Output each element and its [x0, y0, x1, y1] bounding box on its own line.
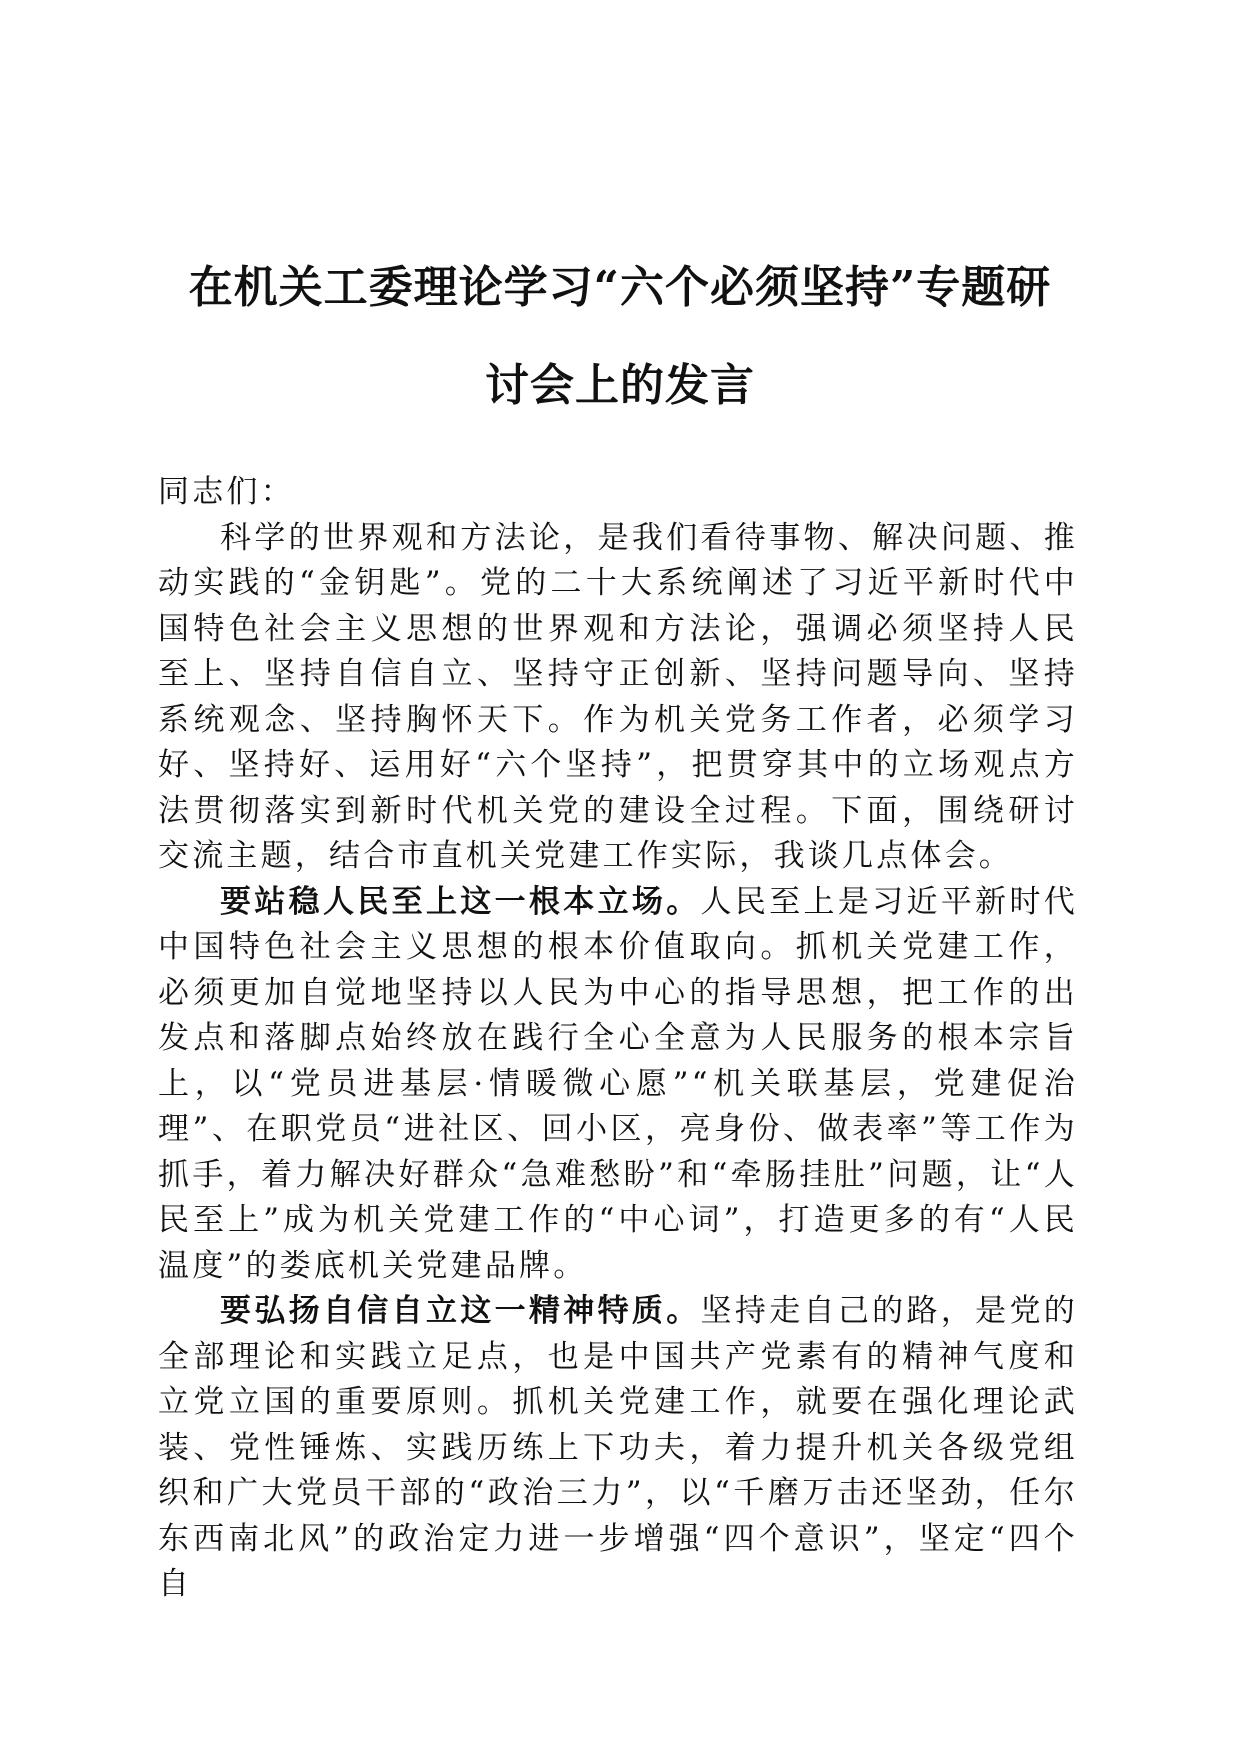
salutation: 同志们： [158, 474, 295, 510]
paragraph-self-confidence [158, 1289, 1078, 1608]
paragraph-text: 人民至上是习近平新时代中国特色社会主义思想的根本价值取向。抓机关党建工作，必须更加自觉地坚持以人民为中心的指导思想，把工作的出发点和落脚点始终放在践行全心全意为人民服务的根本宗旨上，以“党员进基层·情暖微心愿”“机关联基层，党建促治理”、在职党员“进社区、回小区，亮身份、做表率”等工作为抓手，着力解决好群众“急难愁盼”和“牵肠挂肚”问题，让“人民至上”成为机关党建工作的“中心词”，打造更多的有“人民温度”的娄底机关党建品牌。 [158, 883, 1078, 1284]
paragraph-people-first [158, 880, 1078, 1290]
paragraph-text: 坚持走自己的路，是党的全部理论和实践立足点，也是中国共产党素有的精神气度和立党立国的重要原则。抓机关党建工作，就要在强化理论武装、党性锤炼、实践历练上下功夫，着力提升机关各级党组织和广大党员干部的“政治三力”，以“千磨万击还坚劲，任尔东西南北风”的政治定力进一步增强“四个意识”，坚定“四个自 [158, 1293, 1078, 1602]
paragraph-lead-sentence: 要站稳人民至上这一根本立场。 [220, 883, 701, 920]
document-title-line-2: 讨会上的发言 [485, 360, 755, 411]
paragraph-lead-sentence: 要弘扬自信自立这一精神特质。 [220, 1293, 701, 1329]
paragraph-intro [158, 516, 1078, 880]
paragraph-text: 科学的世界观和方法论，是我们看待事物、解决问题、推动实践的“金钥匙”。党的二十大系统阐述了习近平新时代中国特色社会主义思想的世界观和方法论，强调必须坚持人民至上、坚持自信自立、坚持守正创新、坚持问题导向、坚持系统观念、坚持胸怀天下。作为机关党务工作者，必须学习好、坚持好、运用好“六个坚持”，把贯穿其中的立场观点方法贯彻落实到新时代机关党的建设全过程。下面，围绕研讨交流主题，结合市直机关党建工作实际，我谈几点体会。 [158, 519, 1078, 874]
document-title-line-1: 在机关工委理论学习“六个必须坚持”专题研 [188, 262, 1052, 313]
document-body [158, 470, 1078, 1608]
